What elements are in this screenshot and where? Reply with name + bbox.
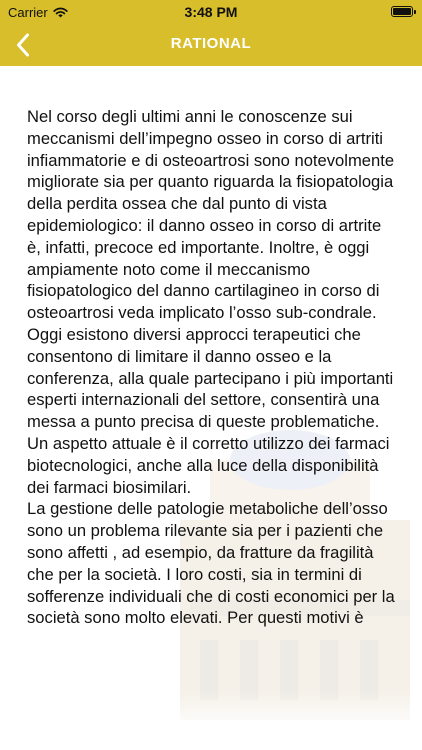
status-time: 3:48 PM [184, 4, 238, 20]
page-title: RATIONAL [170, 35, 252, 52]
navigation-bar [0, 24, 422, 66]
header-bar [0, 0, 422, 66]
paragraph: Nel corso degli ultimi anni le conoscenze sui meccanismi dell’impegno osseo in corso di artriti infiammatorie e di osteoartrosi sono notevolmente migliorate sia per quanto riguarda la fisiopatologia della perdita ossea che dal punto di vista epidemiologico: il danno osseo in corso di artrite è, infatti, precoce ed importante. Inoltre, è oggi ampiamente noto come il meccanismo fisiopatologico del danno cartilagineo in corso di osteoartrosi veda implicato l’osso sub-condrale. [27, 107, 395, 323]
battery-icon [391, 6, 413, 17]
rational-text [27, 106, 399, 718]
carrier-label: Carrier [8, 5, 48, 20]
status-bar [0, 0, 422, 24]
paragraph: La gestione delle patologie metaboliche dell’osso sono un problema rilevante sia per i pazienti che sono affetti , ad esempio, da fratture da fragilità che per la società. I loro costi, sia in termini di sofferenze individuali che di costi economici per la società sono molto elevati. Per questi motivi è [27, 499, 395, 628]
bottom-fade [0, 690, 422, 750]
paragraph: Oggi esistono diversi approcci terapeutici che consentono di limitare il danno osseo e la conferenza, alla quale partecipano i più importanti esperti internazionali del settore, consentirà una messa a punto precisa di queste problematiche. [27, 324, 394, 432]
paragraph: Un aspetto attuale è il corretto utilizzo dei farmaci biotecnologici, anche alla luce della disponibilità dei farmaci biosimilari. [27, 433, 390, 497]
